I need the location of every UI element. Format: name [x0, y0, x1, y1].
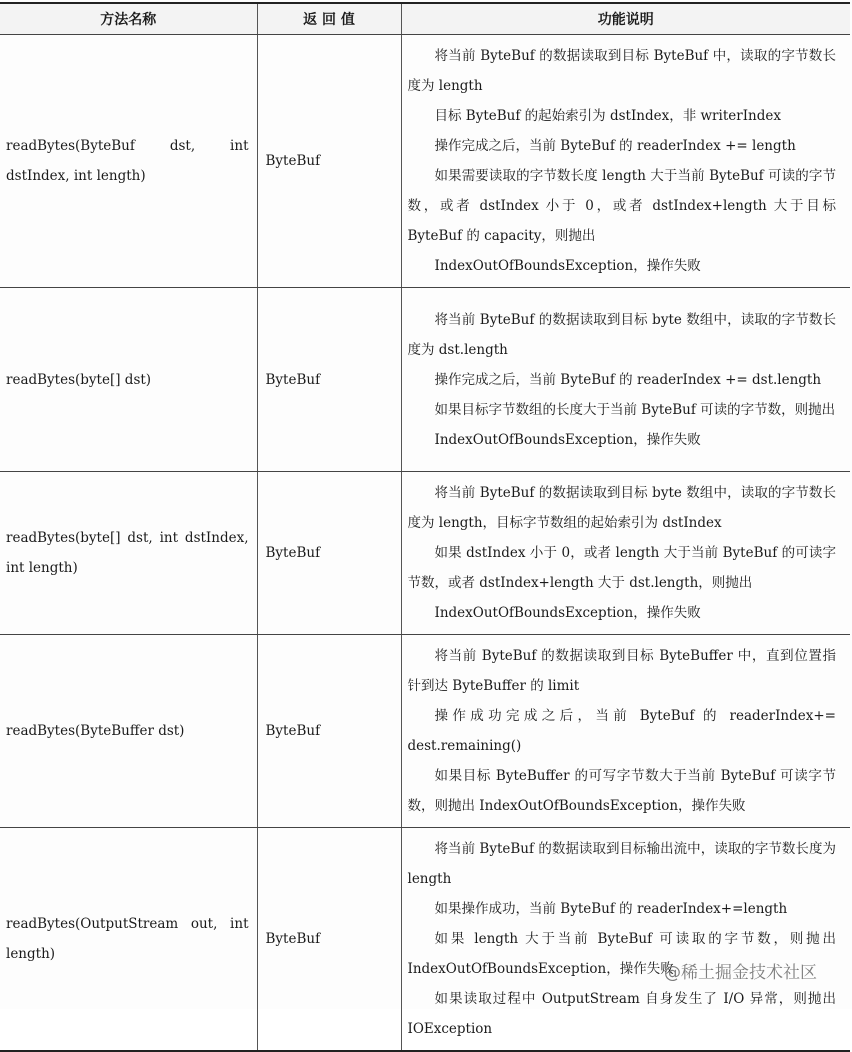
method-cell: [0, 472, 257, 635]
description-line: 将当前 ByteBuf 的数据读取到目标 byte 数组中，读取的字节数长度为 length，目标字节数组的起始索引为 dstIndex: [407, 485, 836, 531]
method-name: readBytes(byte[] dst, int dstIndex, int length): [6, 530, 249, 576]
description-line: 操作成功完成之后，当前 ByteBuf 的 readerIndex+= dest.remaining(): [407, 708, 836, 754]
description-line: 将当前 ByteBuf 的数据读取到目标 ByteBuffer 中，直到位置指针到达 ByteBuffer 的 limit: [407, 648, 836, 694]
return-cell: ByteBuf: [257, 828, 401, 1052]
description-line: 目标 ByteBuf 的起始索引为 dstIndex，非 writerIndex: [434, 108, 781, 124]
return-cell: ByteBuf: [257, 472, 401, 635]
description-line: 如果需要读取的字节数长度 length 大于当前 ByteBuf 可读的字节数，或者 dstIndex 小于 0，或者 dstIndex+length 大于目标 ByteBuf 的 capacity，则抛出: [407, 168, 836, 244]
description-cell: [401, 828, 850, 1052]
description-line: IndexOutOfBoundsException，操作失败: [434, 605, 701, 621]
method-cell: [0, 288, 257, 472]
method-name: readBytes(ByteBuf dst, int dstIndex, int length): [6, 138, 249, 184]
table-header-row: [0, 3, 850, 35]
method-cell: [0, 635, 257, 828]
return-cell: ByteBuf: [257, 635, 401, 828]
table-row: [0, 635, 850, 828]
method-cell: [0, 35, 257, 288]
header-return-value: 返 回 值: [257, 3, 401, 35]
header-description: 功能说明: [401, 3, 850, 35]
description-line: 如果 dstIndex 小于 0，或者 length 大于当前 ByteBuf 的可读字节数，或者 dstIndex+length 大于 dst.length，则抛出: [407, 545, 836, 591]
return-cell: ByteBuf: [257, 35, 401, 288]
table-row: [0, 472, 850, 635]
description-line: 如果 length 大于当前 ByteBuf 可读取的字节数，则抛出 IndexOutOfBoundsException，操作失败: [407, 931, 836, 977]
table-row: [0, 288, 850, 472]
description-cell: [401, 635, 850, 828]
description-line: 将当前 ByteBuf 的数据读取到目标 ByteBuf 中，读取的字节数长度为 length: [407, 48, 836, 94]
description-line: 如果目标 ByteBuffer 的可写字节数大于当前 ByteBuf 可读字节数，则抛出 IndexOutOfBoundsException，操作失败: [407, 768, 836, 814]
watermark: @稀土掘金技术社区: [664, 963, 817, 983]
return-cell: ByteBuf: [257, 288, 401, 472]
description-line: IndexOutOfBoundsException，操作失败: [434, 258, 701, 274]
description-line: 将当前 ByteBuf 的数据读取到目标输出流中，读取的字节数长度为 length: [407, 841, 836, 887]
description-line: 如果操作成功，当前 ByteBuf 的 readerIndex+=length: [434, 901, 788, 917]
method-name: readBytes(byte[] dst): [6, 371, 152, 388]
readbytes-method-table: [0, 2, 850, 1052]
table-row: [0, 35, 850, 288]
description-line: 操作完成之后，当前 ByteBuf 的 readerIndex += length: [434, 138, 796, 154]
description-line: 将当前 ByteBuf 的数据读取到目标 byte 数组中，读取的字节数长度为 dst.length: [407, 311, 836, 358]
description-cell: [401, 288, 850, 472]
method-cell: [0, 828, 257, 1052]
description-cell: [401, 472, 850, 635]
description-line: 操作完成之后，当前 ByteBuf 的 readerIndex += dst.length: [434, 371, 822, 388]
description-line: 如果目标字节数组的长度大于当前 ByteBuf 可读的字节数，则抛出: [434, 401, 836, 418]
header-method-name: 方法名称: [0, 3, 257, 35]
method-name: readBytes(ByteBuffer dst): [6, 723, 185, 739]
description-line: 如果读取过程中 OutputStream 自身发生了 I/O 异常，则抛出 IOException: [407, 991, 836, 1037]
method-name: readBytes(OutputStream out, int length): [6, 916, 249, 962]
description-cell: [401, 35, 850, 288]
description-line: IndexOutOfBoundsException，操作失败: [434, 431, 701, 448]
table-row: [0, 828, 850, 1052]
